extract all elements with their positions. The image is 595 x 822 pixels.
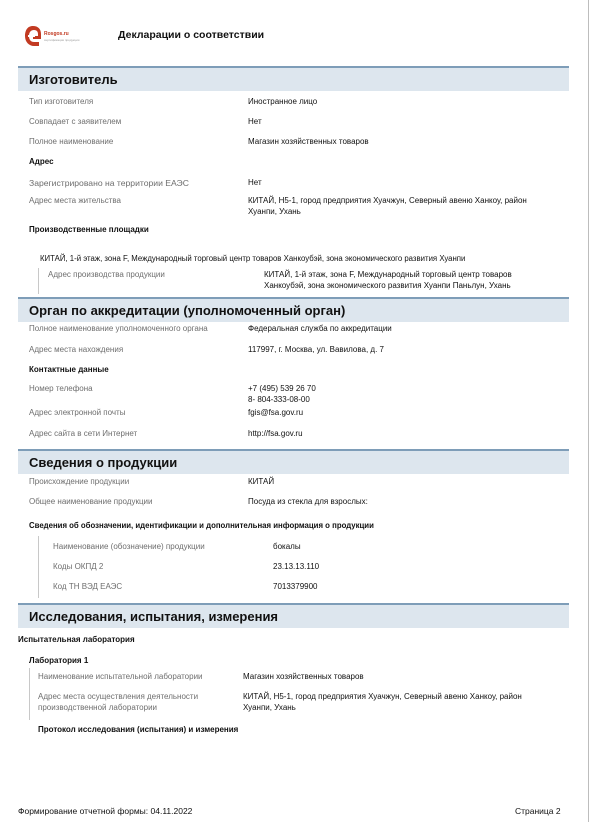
designation-label: Наименование (обозначение) продукции	[53, 542, 205, 551]
okpd-code-value: 23.13.13.110	[273, 562, 320, 571]
residence-address-label: Адрес места жительства	[29, 196, 122, 205]
same-as-applicant-label: Совпадает с заявителем	[29, 117, 122, 126]
site-logo	[24, 24, 94, 52]
website-label: Адрес сайта в сети Интернет	[29, 429, 138, 438]
email-value: fgis@fsa.gov.ru	[248, 408, 304, 417]
residence-address-value-line1: КИТАЙ, Н5-1, город предприятия Хуачжун, Северный авеню Ханкоу, район	[248, 196, 527, 205]
product-general-name-value: Посуда из стекла для взрослых:	[248, 497, 368, 506]
lab-address-label-line1: Адрес места осуществления деятельности	[38, 692, 199, 701]
lab-address-value-line1: КИТАЙ, Н5-1, город предприятия Хуачжун, Северный авеню Ханкоу, район	[243, 692, 522, 701]
phone-value-line1: +7 (495) 539 26 70	[248, 384, 316, 393]
designation-value: бокалы	[273, 542, 301, 551]
manufacturer-name-value: Магазин хозяйственных товаров	[248, 137, 369, 146]
section-manufacturer	[18, 66, 569, 91]
logo-subtext: сертификация продукции	[44, 38, 80, 42]
okpd-code-label: Коды ОКПД 2	[53, 562, 104, 571]
phone-value-line2: 8- 804-333-08-00	[248, 395, 310, 404]
section-product	[18, 449, 569, 474]
page-header	[0, 0, 588, 60]
protocol-subheading: Протокол исследования (испытания) и измерения	[38, 725, 239, 734]
section-heading: Исследования, испытания, измерения	[29, 609, 279, 624]
same-as-applicant-value: Нет	[248, 117, 262, 126]
contacts-subheading: Контактные данные	[29, 365, 109, 374]
section-heading: Изготовитель	[29, 72, 118, 87]
section-heading: Сведения о продукции	[29, 455, 178, 470]
indent-bar	[38, 536, 39, 598]
identification-subheading: Сведения об обозначении, идентификации и дополнительная информация о продукции	[29, 521, 374, 530]
authority-name-value: Федеральная служба по аккредитации	[248, 324, 392, 333]
section-accreditation	[18, 297, 569, 322]
production-address-label: Адрес производства продукции	[48, 270, 165, 279]
authority-name-label: Полное наименование уполномоченного органа	[29, 324, 208, 333]
location-address-label: Адрес места нахождения	[29, 345, 124, 354]
email-label: Адрес электронной почты	[29, 408, 126, 417]
production-address-value-line1: КИТАЙ, 1-й этаж, зона F, Международный торговый центр товаров	[264, 270, 512, 279]
lab-name-label: Наименование испытательной лаборатории	[38, 672, 203, 681]
website-value: http://fsa.gov.ru	[248, 429, 303, 438]
eaeu-registered-label: Зарегистрировано на территории ЕАЭС	[29, 178, 189, 188]
tnved-code-label: Код ТН ВЭД ЕАЭС	[53, 582, 123, 591]
page-number: Страница 2	[515, 806, 561, 816]
lab-address-value-line2: Хуанпи, Ухань	[243, 703, 296, 712]
section-research	[18, 603, 569, 628]
product-origin-value: КИТАЙ	[248, 477, 275, 486]
lab-1-subheading: Лаборатория 1	[29, 656, 89, 665]
product-general-name-label: Общее наименование продукции	[29, 497, 153, 506]
testing-lab-subheading: Испытательная лаборатория	[18, 635, 135, 644]
manufacturer-name-label: Полное наименование	[29, 137, 114, 146]
report-generated-date: Формирование отчетной формы: 04.11.2022	[18, 806, 193, 816]
production-site-line: КИТАЙ, 1-й этаж, зона F, Международный торговый центр товаров Ханкоубэй, зона экономического развития Хуанпи	[40, 254, 466, 263]
phone-label: Номер телефона	[29, 384, 93, 393]
section-heading: Орган по аккредитации (уполномоченный орган)	[29, 303, 346, 318]
logo-a-icon	[24, 24, 42, 48]
lab-address-label-line2: производственной лаборатории	[38, 703, 157, 712]
indent-bar	[29, 668, 30, 720]
page-edge-line	[588, 0, 589, 822]
residence-address-value-line2: Хуанпи, Ухань	[248, 207, 301, 216]
document-title: Декларации о соответствии	[118, 29, 265, 41]
indent-bar	[38, 268, 39, 294]
product-origin-label: Происхождение продукции	[29, 477, 130, 486]
tnved-code-value: 7013379900	[273, 582, 318, 591]
manufacturer-type-value: Иностранное лицо	[248, 97, 318, 106]
lab-name-value: Магазин хозяйственных товаров	[243, 672, 364, 681]
location-address-value: 117997, г. Москва, ул. Вавилова, д. 7	[248, 345, 384, 354]
production-address-value-line2: Ханкоубэй, зона экономического развития Хуанпи Паньлун, Ухань	[264, 281, 511, 290]
manufacturer-type-label: Тип изготовителя	[29, 97, 94, 106]
logo-text: Rosgos.ru	[44, 31, 69, 37]
address-subheading: Адрес	[29, 157, 54, 166]
production-sites-subheading: Производственные площадки	[29, 225, 149, 234]
eaeu-registered-value: Нет	[248, 178, 262, 187]
